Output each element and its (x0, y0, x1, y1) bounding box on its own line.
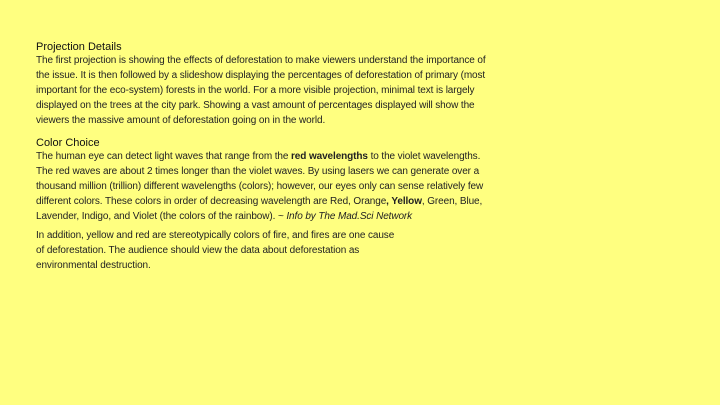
paragraph-line: viewers the massive amount of deforestation going on in the world. (36, 115, 326, 126)
paragraph-line: displayed on the trees at the city park. Showing a vast amount of percentages displayed will show the (36, 100, 475, 111)
text-run: Lavender, Indigo, and Violet (the colors of the rainbow). ~ (36, 211, 287, 222)
source-citation: Info by The Mad.Sci Network (286, 211, 413, 222)
text-run: The human eye can detect light waves that range from the (36, 151, 292, 162)
paragraph-line: the issue. It is then followed by a slideshow displaying the percentages of deforestation of primary (most (36, 70, 486, 81)
yellow-emphasis: , Yellow (386, 196, 422, 207)
paragraph-line: In addition, yellow and red are stereotypically colors of fire, and fires are one cause (36, 230, 395, 241)
paragraph-line (36, 194, 483, 209)
paragraph-line: important for the eco-system) forests in the world. For a more visible projection, minimal text is largely (36, 85, 475, 96)
text-run: to the violet wavelengths. (367, 151, 481, 162)
color-choice-heading: Color Choice (36, 137, 100, 149)
projection-details-heading: Projection Details (36, 41, 122, 53)
paragraph-line: The first projection is showing the effects of deforestation to make viewers understand the importance of (36, 55, 486, 66)
paragraph-line (36, 209, 483, 224)
paragraph-line (36, 149, 483, 164)
projection-details-paragraph (36, 53, 486, 128)
paragraph-line: thousand million (trillion) different wavelengths (colors); however, our eyes only can sense relatively few (36, 181, 484, 192)
paragraph-line: environmental destruction. (36, 260, 151, 271)
color-choice-paragraph (36, 149, 483, 224)
fire-association-paragraph (36, 228, 394, 273)
paragraph-line: The red waves are about 2 times longer than the violet waves. By using lasers we can generate over a (36, 166, 480, 177)
red-wavelengths-emphasis: red wavelengths (291, 151, 368, 162)
paragraph-line: of deforestation. The audience should view the data about deforestation as (36, 245, 360, 256)
text-run: different colors. These colors in order of decreasing wavelength are Red, Orange (36, 196, 387, 207)
text-run: , Green, Blue, (421, 196, 483, 207)
